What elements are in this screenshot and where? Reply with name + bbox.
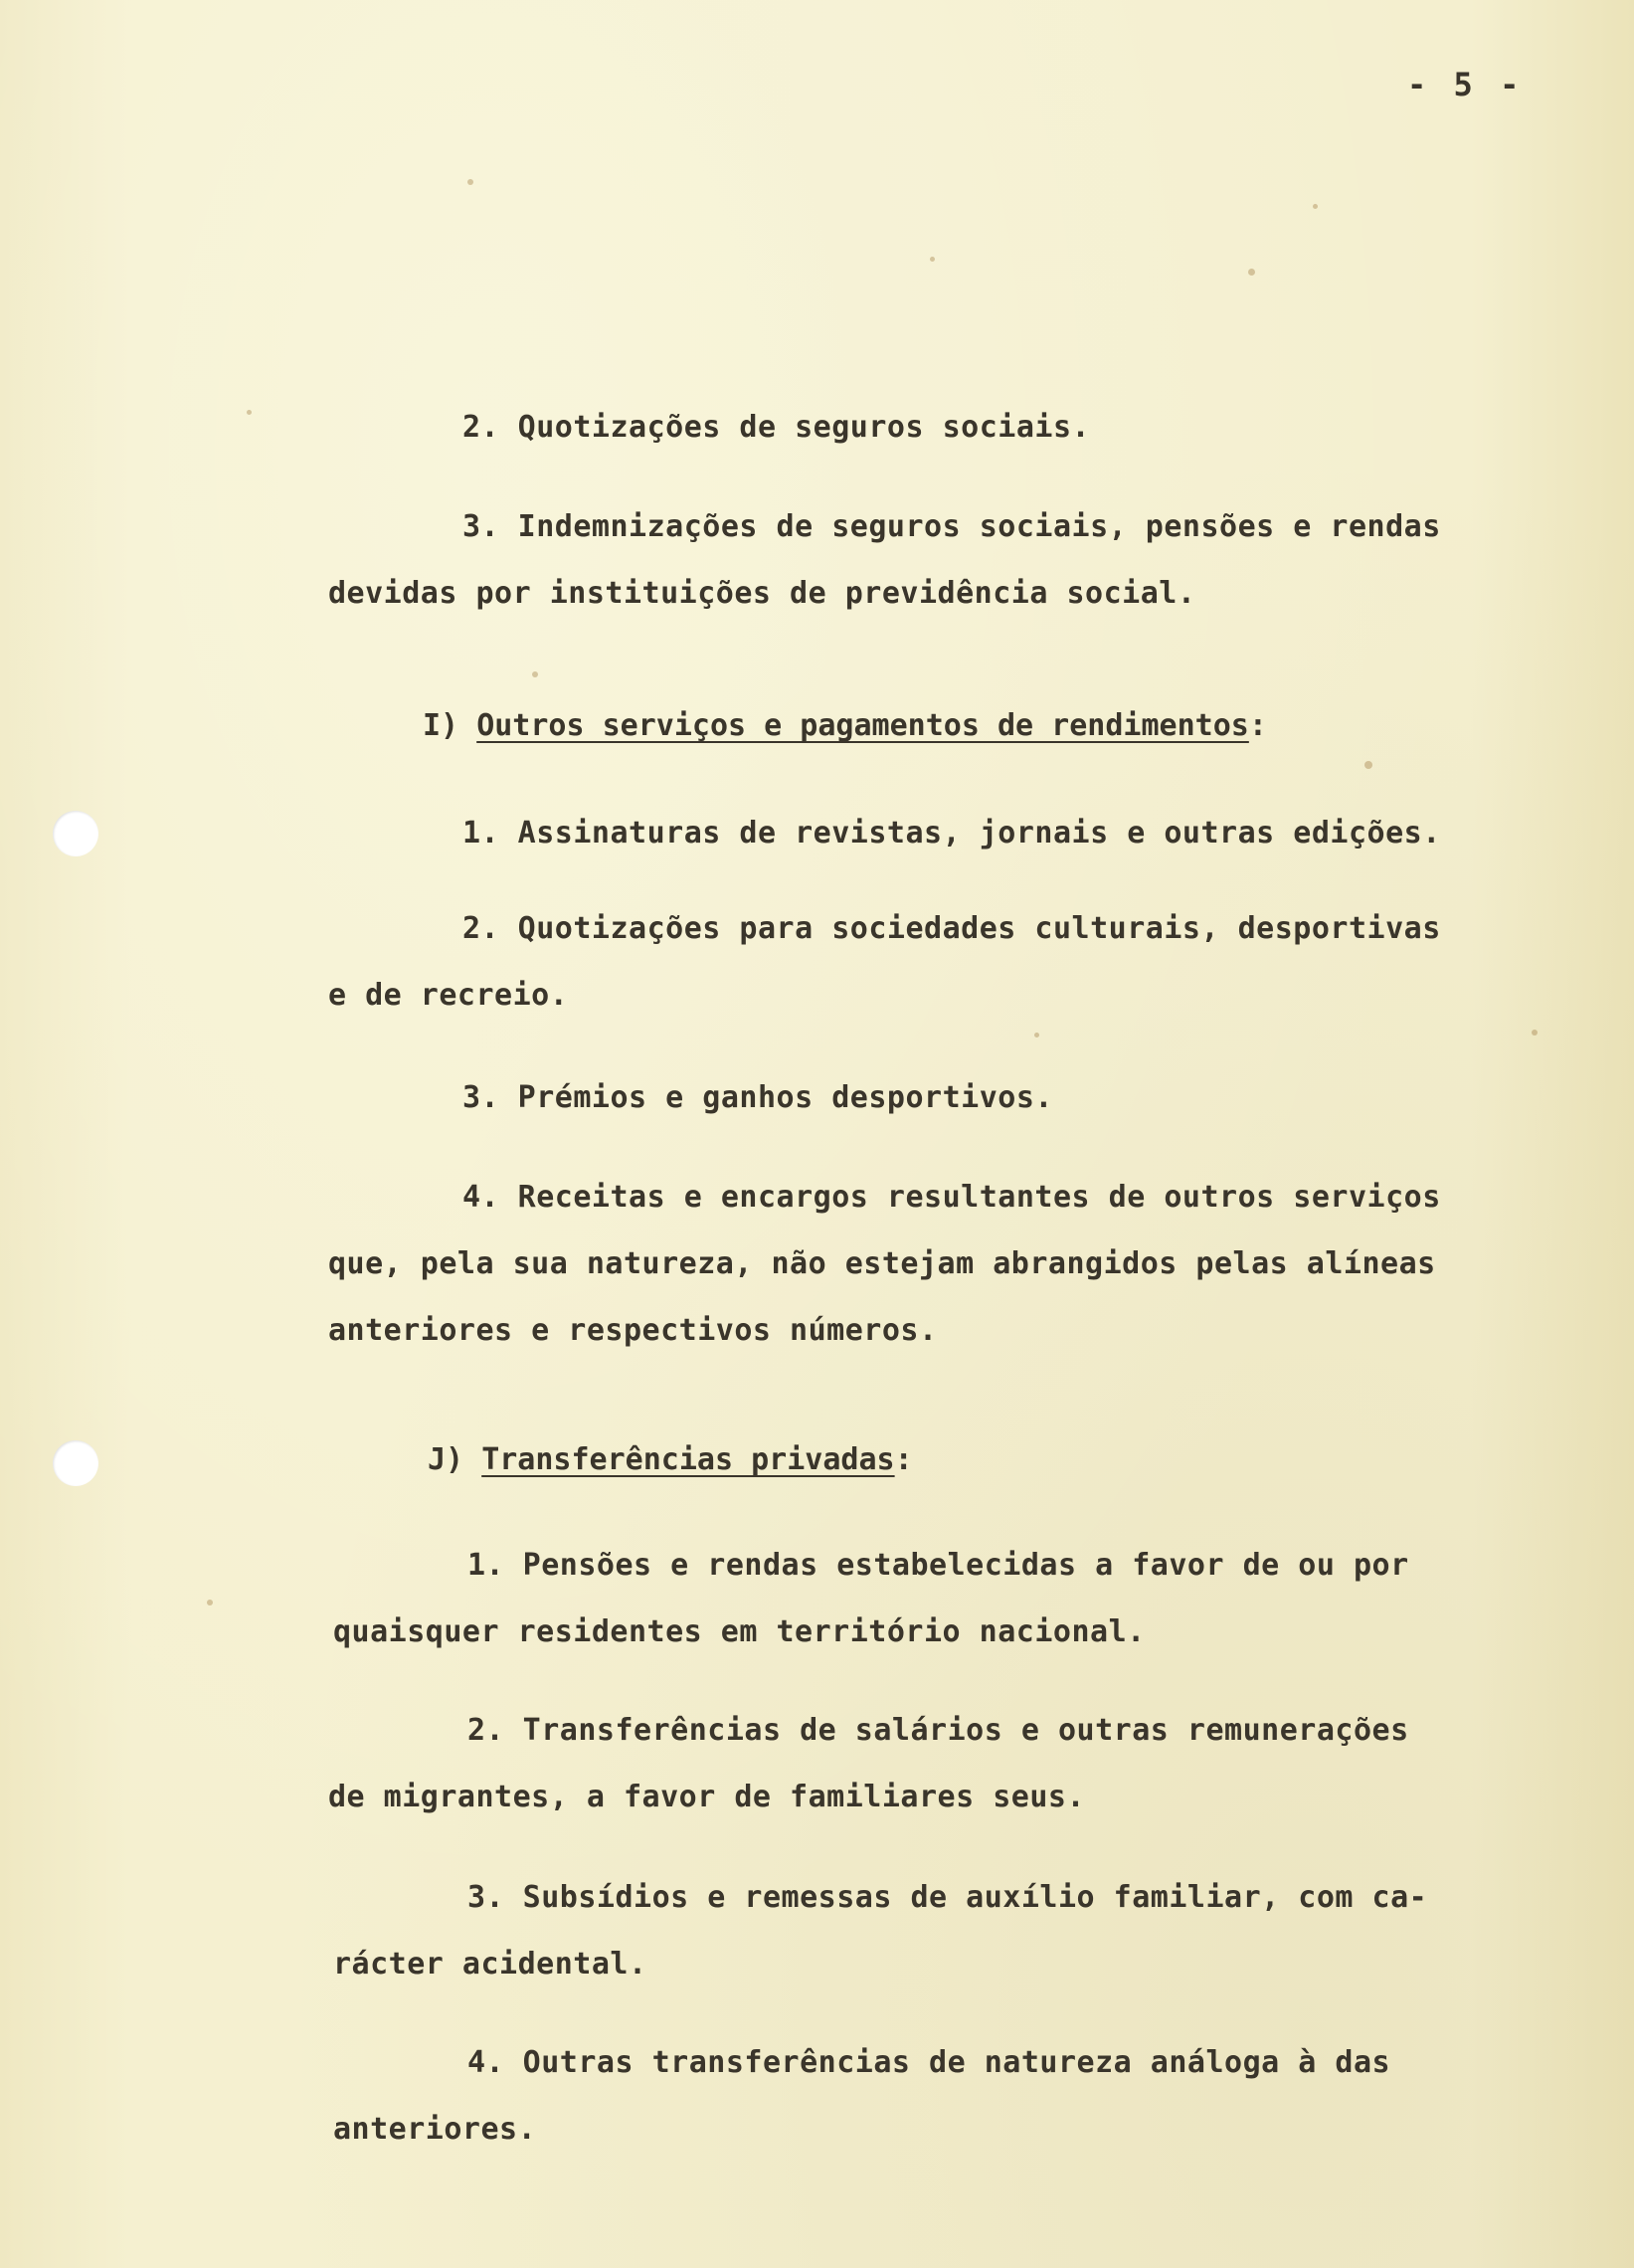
item-text-line-2: anteriores. <box>333 2112 537 2147</box>
item-text: 3. Prémios e ganhos desportivos. <box>462 1080 1053 1115</box>
punch-hole-top <box>53 811 98 856</box>
item-b3-indemnizacoes <box>328 493 1441 627</box>
item-text: 1. Assinaturas de revistas, jornais e outras edições. <box>462 816 1441 850</box>
page-number: - 5 - <box>1407 66 1524 103</box>
item-j4-outras <box>333 2029 1390 2163</box>
item-text-line-2: que, pela sua natureza, não estejam abrangidos pelas alíneas <box>328 1246 1436 1281</box>
paper-speck <box>247 410 252 415</box>
item-text-line-3: anteriores e respectivos números. <box>328 1313 938 1348</box>
item-text-line-1: 3. Subsídios e remessas de auxílio familiar, com ca- <box>467 1880 1428 1915</box>
item-text-line-2: devidas por instituições de previdência social. <box>328 576 1196 611</box>
paper-speck <box>930 257 935 262</box>
item-text-line-2: de migrantes, a favor de familiares seus. <box>328 1780 1086 1814</box>
section-heading-i <box>423 708 1267 743</box>
section-suffix: : <box>894 1442 913 1477</box>
item-text-line-1: 1. Pensões e rendas estabelecidas a favor de ou por <box>467 1548 1409 1583</box>
section-letter: J) <box>428 1442 464 1477</box>
paper-speck <box>1313 204 1318 209</box>
paper-speck <box>467 179 473 185</box>
item-text-line-2: quaisquer residentes em território nacional. <box>333 1614 1146 1649</box>
section-title: Transferências privadas <box>481 1442 895 1477</box>
item-b2-quotizacoes <box>462 394 1090 461</box>
item-text-line-1: 4. Receitas e encargos resultantes de outros serviços <box>462 1180 1441 1215</box>
section-letter: I) <box>423 708 459 743</box>
item-text-line-1: 2. Transferências de salários e outras remunerações <box>467 1713 1409 1748</box>
item-i4-receitas <box>328 1164 1441 1364</box>
item-j1-pensoes <box>333 1532 1409 1665</box>
item-text-line-2: rácter acidental. <box>333 1947 647 1982</box>
paper-speck <box>1034 1033 1039 1038</box>
item-i2-quotizacoes <box>328 895 1441 1029</box>
paper-speck <box>1532 1030 1538 1036</box>
item-i3-premios <box>462 1064 1053 1131</box>
section-heading-j <box>428 1442 913 1477</box>
paper-speck <box>532 671 538 677</box>
punch-hole-bottom <box>53 1440 98 1486</box>
item-text-line-1: 3. Indemnizações de seguros sociais, pensões e rendas <box>462 509 1441 544</box>
section-title: Outros serviços e pagamentos de rendimentos <box>476 708 1249 743</box>
item-text: 2. Quotizações de seguros sociais. <box>462 410 1091 445</box>
paper-speck <box>207 1600 213 1606</box>
item-text-line-1: 4. Outras transferências de natureza análoga à das <box>467 2045 1391 2080</box>
item-j3-subsidios <box>333 1864 1427 1997</box>
item-text-line-1: 2. Quotizações para sociedades culturais, desportivas <box>462 911 1441 946</box>
item-text-line-2: e de recreio. <box>328 978 569 1013</box>
item-i1-assinaturas <box>462 800 1441 866</box>
section-suffix: : <box>1248 708 1267 743</box>
paper-speck <box>1364 761 1372 769</box>
item-j2-transferencias <box>328 1697 1409 1830</box>
paper-speck <box>1248 269 1255 276</box>
